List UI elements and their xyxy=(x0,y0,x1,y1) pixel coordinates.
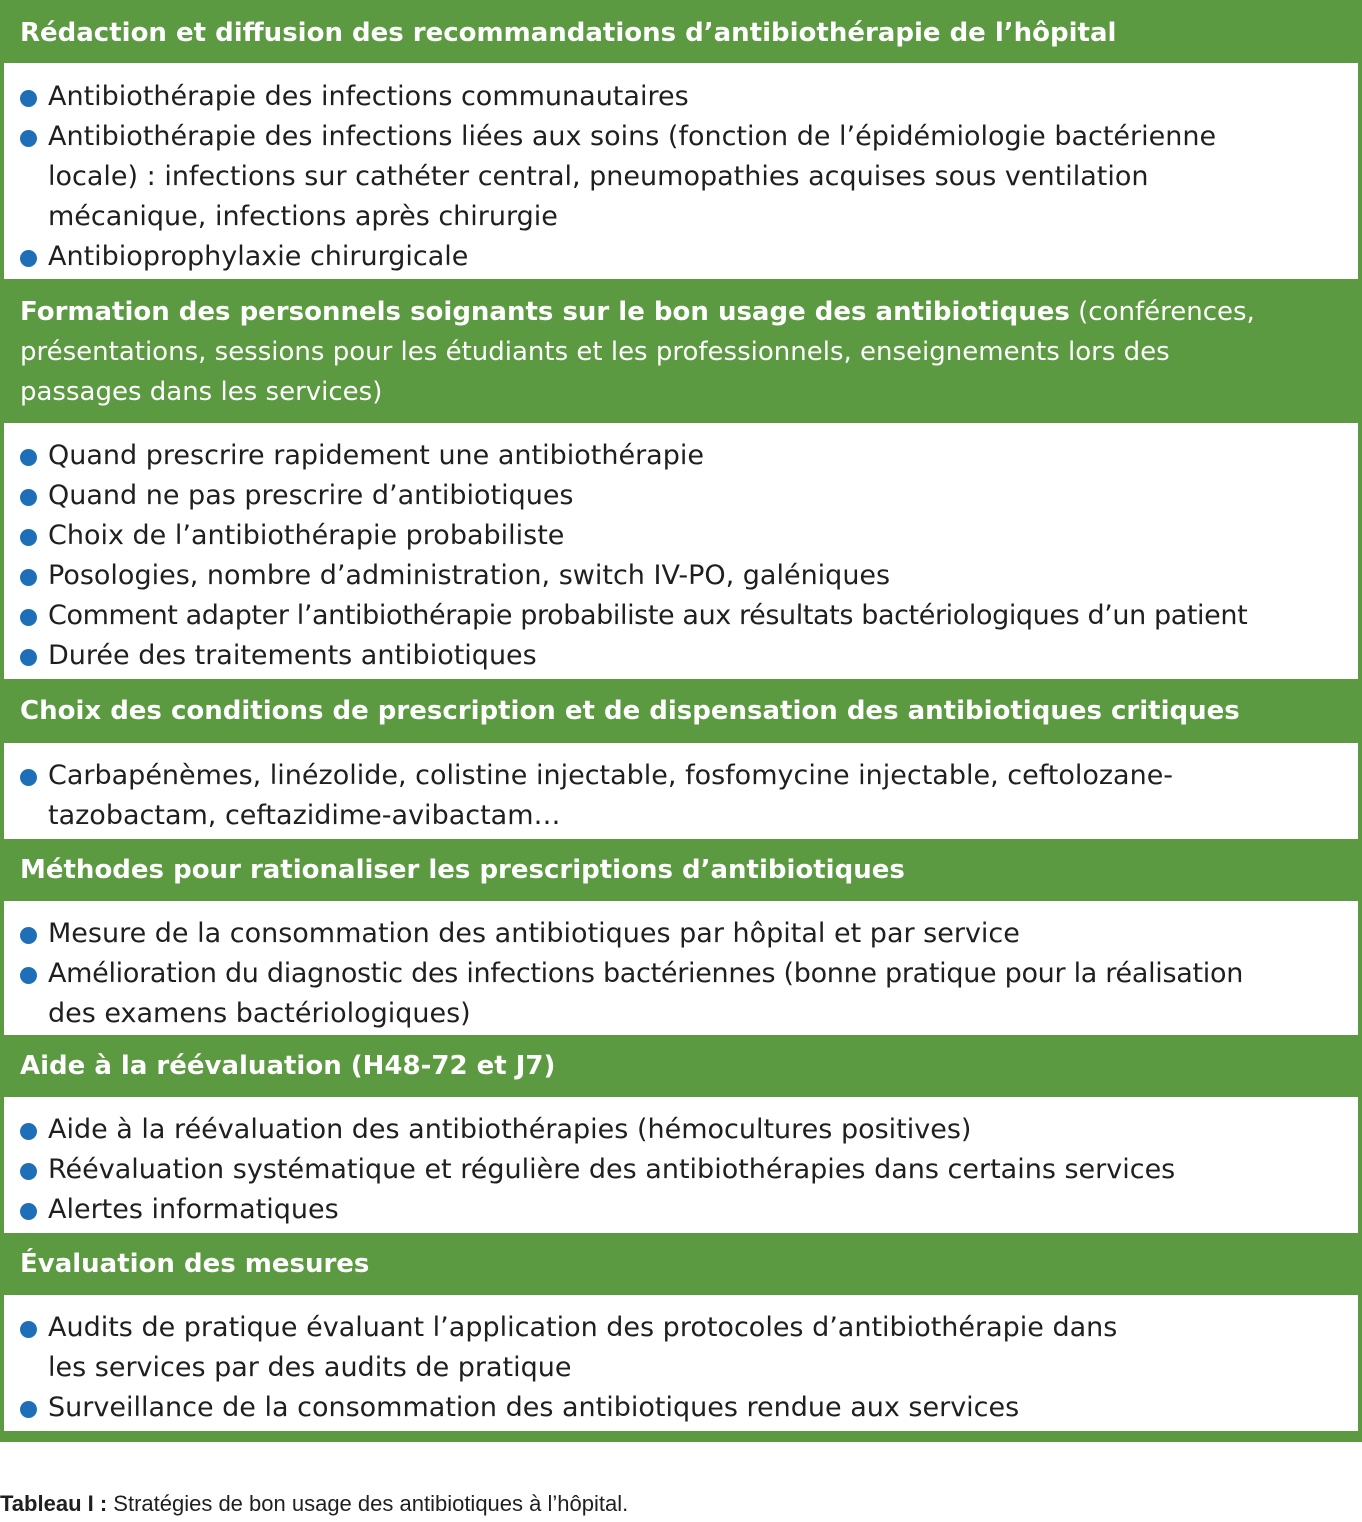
bullet-icon xyxy=(20,649,37,666)
bullet-icon xyxy=(20,449,37,466)
bullet-icon xyxy=(20,90,37,107)
list-item xyxy=(20,954,1342,1034)
list-item-text: Posologies, nombre d’administration, switch IV-PO, galéniques xyxy=(48,560,891,591)
list-item-text: Antibiothérapie des infections communautaires xyxy=(48,81,689,112)
list-item xyxy=(20,596,1342,636)
list-item-text: Aide à la réévaluation des antibiothérapies (hémocultures positives) xyxy=(48,1114,972,1145)
list-item xyxy=(20,1388,1342,1428)
bullet-icon xyxy=(20,1163,37,1180)
section-body-reevaluation xyxy=(4,1097,1358,1233)
section-title-detail: passages dans les services) xyxy=(20,377,383,407)
bullet-icon xyxy=(20,1321,37,1338)
section-title: Aide à la réévaluation (H48-72 et J7) xyxy=(20,1051,556,1081)
list-item xyxy=(20,914,1342,954)
bullet-icon xyxy=(20,250,37,267)
list-item-text: Audits de pratique évaluant l’application des protocoles d’antibiothérapie dans xyxy=(48,1312,1118,1343)
list-item-text: des examens bactériologiques) xyxy=(48,998,471,1029)
list-item-text: Comment adapter l’antibiothérapie probabiliste aux résultats bactériologiques d’un patient xyxy=(48,600,1248,631)
list-item xyxy=(20,77,1342,117)
section-body-methodes xyxy=(4,901,1358,1035)
list-item-text: Carbapénèmes, linézolide, colistine injectable, fosfomycine injectable, ceftolozane- xyxy=(48,760,1174,791)
list-item xyxy=(20,1190,1342,1230)
list-item xyxy=(20,636,1342,676)
list-item-text: Quand ne pas prescrire d’antibiotiques xyxy=(48,480,574,511)
list-item xyxy=(20,1150,1342,1190)
table-caption xyxy=(0,1489,628,1519)
section-title: Choix des conditions de prescription et de dispensation des antibiotiques critiques xyxy=(20,696,1240,726)
section-title: Formation des personnels soignants sur le bon usage des antibiotiques xyxy=(20,297,1070,327)
section-title: Rédaction et diffusion des recommandations d’antibiothérapie de l’hôpital xyxy=(20,18,1117,48)
section-title-detail: (conférences, xyxy=(1069,297,1255,327)
section-body-choix-conditions xyxy=(4,743,1358,839)
bullet-icon xyxy=(20,130,37,147)
list-item-text: Réévaluation systématique et régulière des antibiothérapies dans certains services xyxy=(48,1154,1176,1185)
bullet-icon xyxy=(20,927,37,944)
section-header-choix-conditions xyxy=(4,679,1358,743)
list-item-text: Choix de l’antibiothérapie probabiliste xyxy=(48,520,565,551)
bullet-icon xyxy=(20,1401,37,1418)
section-title: Évaluation des mesures xyxy=(20,1249,370,1279)
list-item xyxy=(20,756,1342,836)
list-item-text: tazobactam, ceftazidime-avibactam… xyxy=(48,800,561,831)
list-item-text: Antibiothérapie des infections liées aux soins (fonction de l’épidémiologie bactérienne xyxy=(48,121,1217,152)
section-title: Méthodes pour rationaliser les prescriptions d’antibiotiques xyxy=(20,855,905,885)
bullet-icon xyxy=(20,967,37,984)
section-header-redaction xyxy=(4,3,1358,63)
section-body-redaction xyxy=(4,63,1358,279)
list-item-text: Antibioprophylaxie chirurgicale xyxy=(48,241,469,272)
list-item-text: Surveillance de la consommation des antibiotiques rendue aux services xyxy=(48,1392,1020,1423)
section-title-detail: présentations, sessions pour les étudiants et les professionnels, enseignements lors des xyxy=(20,337,1170,367)
list-item-text: locale) : infections sur cathéter central, pneumopathies acquises sous ventilation xyxy=(48,161,1149,192)
bullet-icon xyxy=(20,1203,37,1220)
list-item-text: Amélioration du diagnostic des infections bactériennes (bonne pratique pour la réalisation xyxy=(48,958,1244,989)
bullet-icon xyxy=(20,769,37,786)
section-body-evaluation xyxy=(4,1295,1358,1431)
list-item xyxy=(20,476,1342,516)
section-header-reevaluation xyxy=(4,1035,1358,1097)
list-item-text: mécanique, infections après chirurgie xyxy=(48,201,558,232)
bullet-icon xyxy=(20,529,37,546)
list-item xyxy=(20,436,1342,476)
bullet-icon xyxy=(20,1123,37,1140)
section-body-formation xyxy=(4,423,1358,679)
section-header-evaluation xyxy=(4,1233,1358,1295)
list-item xyxy=(20,556,1342,596)
list-item-text: les services par des audits de pratique xyxy=(48,1352,572,1383)
list-item xyxy=(20,1110,1342,1150)
list-item xyxy=(20,117,1342,237)
bullet-icon xyxy=(20,609,37,626)
section-header-methodes xyxy=(4,839,1358,901)
list-item-text: Mesure de la consommation des antibiotiques par hôpital et par service xyxy=(48,918,1020,949)
list-item-text: Quand prescrire rapidement une antibiothérapie xyxy=(48,440,704,471)
list-item xyxy=(20,1308,1342,1388)
caption-label: Tableau I : xyxy=(0,1491,108,1516)
list-item-text: Alertes informatiques xyxy=(48,1194,339,1225)
bullet-icon xyxy=(20,489,37,506)
bullet-icon xyxy=(20,569,37,586)
list-item-text: Durée des traitements antibiotiques xyxy=(48,640,537,671)
list-item xyxy=(20,516,1342,556)
list-item xyxy=(20,237,1342,277)
caption-text: Stratégies de bon usage des antibiotiques à l’hôpital. xyxy=(107,1491,629,1516)
section-header-formation xyxy=(4,279,1358,423)
